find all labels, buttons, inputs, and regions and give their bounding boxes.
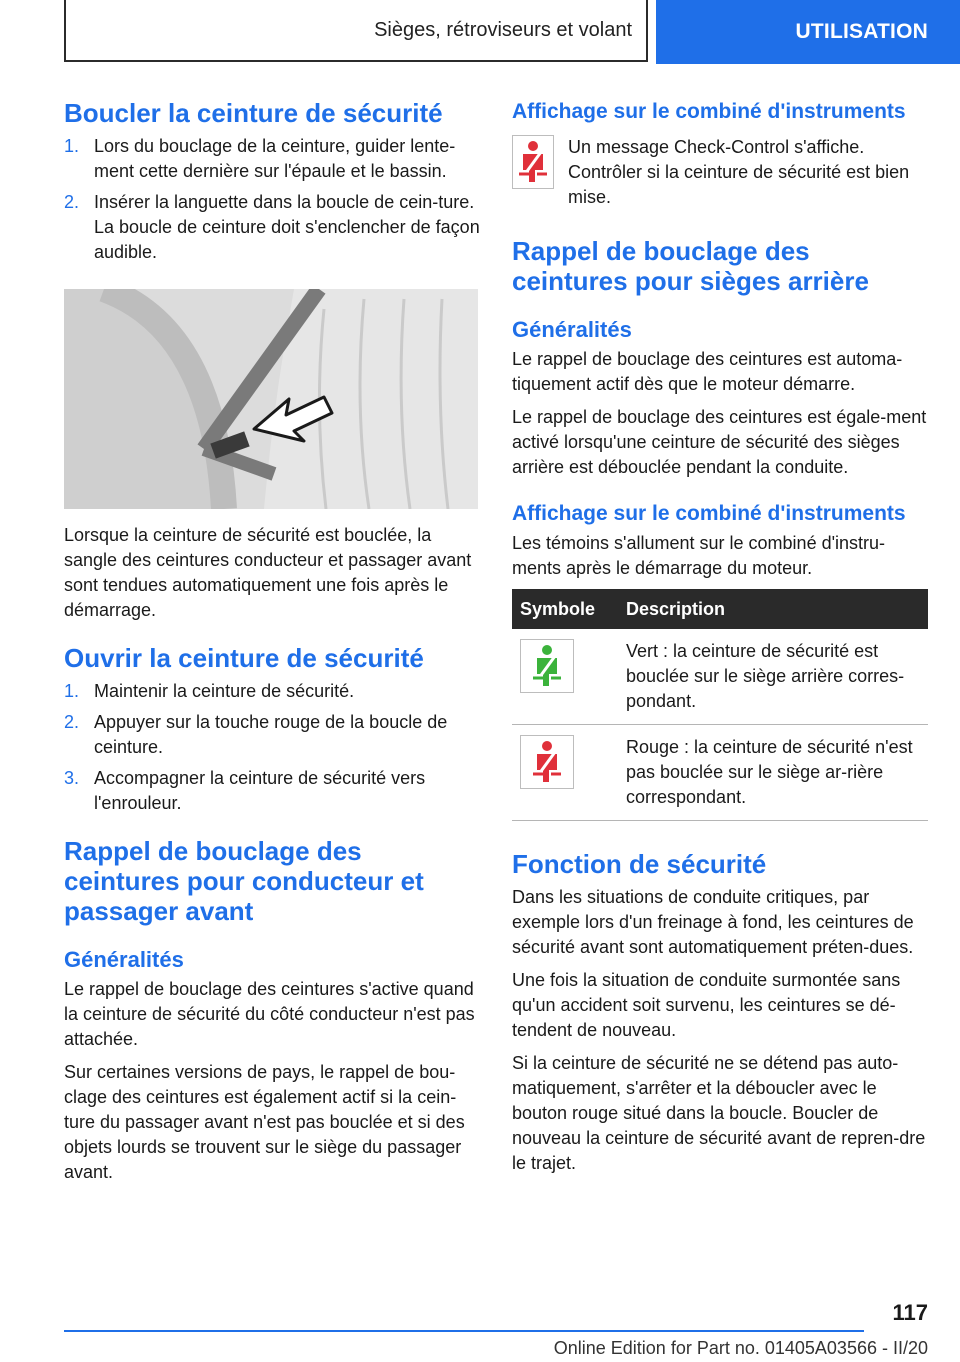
check-control-callout — [512, 135, 928, 210]
heading-general: Généralités — [512, 317, 632, 342]
step-number: 1. — [64, 136, 80, 156]
heading-display-2: Affichage sur le combiné d'instruments — [512, 502, 906, 525]
paragraph: Le rappel de bouclage des ceintures est automa-tiquement actif dès que le moteur démarre. — [512, 349, 903, 394]
seatbelt-red-icon — [520, 735, 574, 789]
description-cell: Vert : la ceinture de sécurité est bouclée sur le siège arrière corres-pondant. — [618, 629, 928, 725]
right-column — [512, 98, 928, 1184]
heading-general: Généralités — [64, 947, 184, 972]
table-row — [512, 629, 928, 725]
heading-reminder-front: Rappel de bouclage des ceintures pour conducteur et passager avant — [64, 836, 424, 926]
page-number: 117 — [892, 1300, 928, 1325]
description-cell: Rouge : la ceinture de sécurité n'est pas bouclée sur le siège ar-rière correspondant. — [618, 725, 928, 821]
paragraph: Les témoins s'allument sur le combiné d'instru-ments après le démarrage du moteur. — [512, 533, 886, 578]
buckle-steps — [64, 134, 480, 265]
heading-display: Affichage sur le combiné d'instruments — [512, 100, 906, 123]
left-column — [64, 98, 480, 1193]
section-tab[interactable]: UTILISATION — [656, 0, 960, 64]
footer-rule — [64, 1330, 864, 1332]
seatbelt-warning-icon — [512, 135, 554, 189]
table-header-row — [512, 589, 928, 629]
paragraph: Le rappel de bouclage des ceintures s'active quand la ceinture de sécurité du côté conducteur n'est pas attachée. — [64, 979, 475, 1049]
symbol-cell — [512, 725, 618, 821]
heading-open: Ouvrir la ceinture de sécurité — [64, 643, 424, 673]
step-number: 2. — [64, 712, 80, 732]
paragraph: Le rappel de bouclage des ceintures est égale-ment activé lorsqu'une ceinture de sécurité des sièges arrière est débouclée pendant la conduite. — [512, 407, 927, 477]
step-text: Lors du bouclage de la ceinture, guider lente-ment cette dernière sur l'épaule et le bassin. — [94, 136, 456, 181]
paragraph: Lorsque la ceinture de sécurité est bouclée, la sangle des ceintures conducteur et passager avant sont tendues automatiquement une fois après le démarrage. — [64, 525, 472, 620]
step-text: Insérer la languette dans la boucle de cein-ture. La boucle de ceinture doit s'enclencher de façon audible. — [94, 192, 480, 262]
step-number: 3. — [64, 768, 80, 788]
list-item — [64, 710, 480, 760]
table-row — [512, 725, 928, 821]
paragraph: Sur certaines versions de pays, le rappel de bou-clage des ceintures est également actif si la cein-ture du passager avant n'est pas bouclée et si des objets lourds se trouvent sur le siège du passager avant. — [64, 1062, 465, 1182]
column-header-symbol: Symbole — [512, 589, 618, 629]
symbol-cell — [512, 629, 618, 725]
list-item — [64, 134, 480, 184]
chapter-title: Sièges, rétroviseurs et volant — [64, 0, 648, 62]
heading-safety: Fonction de sécurité — [512, 849, 767, 879]
list-item — [64, 766, 480, 816]
step-text: Appuyer sur la touche rouge de la boucle de ceinture. — [94, 712, 448, 757]
page-header — [0, 0, 960, 66]
paragraph: Si la ceinture de sécurité ne se détend pas auto-matiquement, s'arrêter et la déboucler avec le bouton rouge situé dans la boucle. Boucler de nouveau la ceinture de sécurité avant de repren-dre le trajet. — [512, 1053, 926, 1173]
paragraph: Dans les situations de conduite critiques, par exemple lors d'un freinage à fond, les ceintures de sécurité avant sont automatiquement préten-dues. — [512, 887, 914, 957]
paragraph: Une fois la situation de conduite surmontée sans qu'un accident soit survenu, les ceintures se dé-tendent de nouveau. — [512, 970, 901, 1040]
step-number: 1. — [64, 681, 80, 701]
edition-text: Online Edition for Part no. 01405A03566 - II/20 — [553, 1338, 928, 1358]
seatbelt-buckle-photo — [64, 289, 478, 509]
callout-text: Un message Check-Control s'affiche. Contrôler si la ceinture de sécurité est bien mise. — [568, 137, 910, 207]
step-text: Accompagner la ceinture de sécurité vers l'enrouleur. — [94, 768, 426, 813]
step-text: Maintenir la ceinture de sécurité. — [94, 681, 355, 701]
heading-buckle: Boucler la ceinture de sécurité — [64, 98, 443, 128]
list-item — [64, 190, 480, 265]
open-steps — [64, 679, 480, 816]
heading-reminder-rear: Rappel de bouclage des ceintures pour sièges arrière — [512, 236, 869, 296]
column-header-description: Description — [618, 589, 928, 629]
list-item — [64, 679, 480, 704]
seatbelt-green-icon — [520, 639, 574, 693]
step-number: 2. — [64, 192, 80, 212]
symbol-table — [512, 589, 928, 821]
